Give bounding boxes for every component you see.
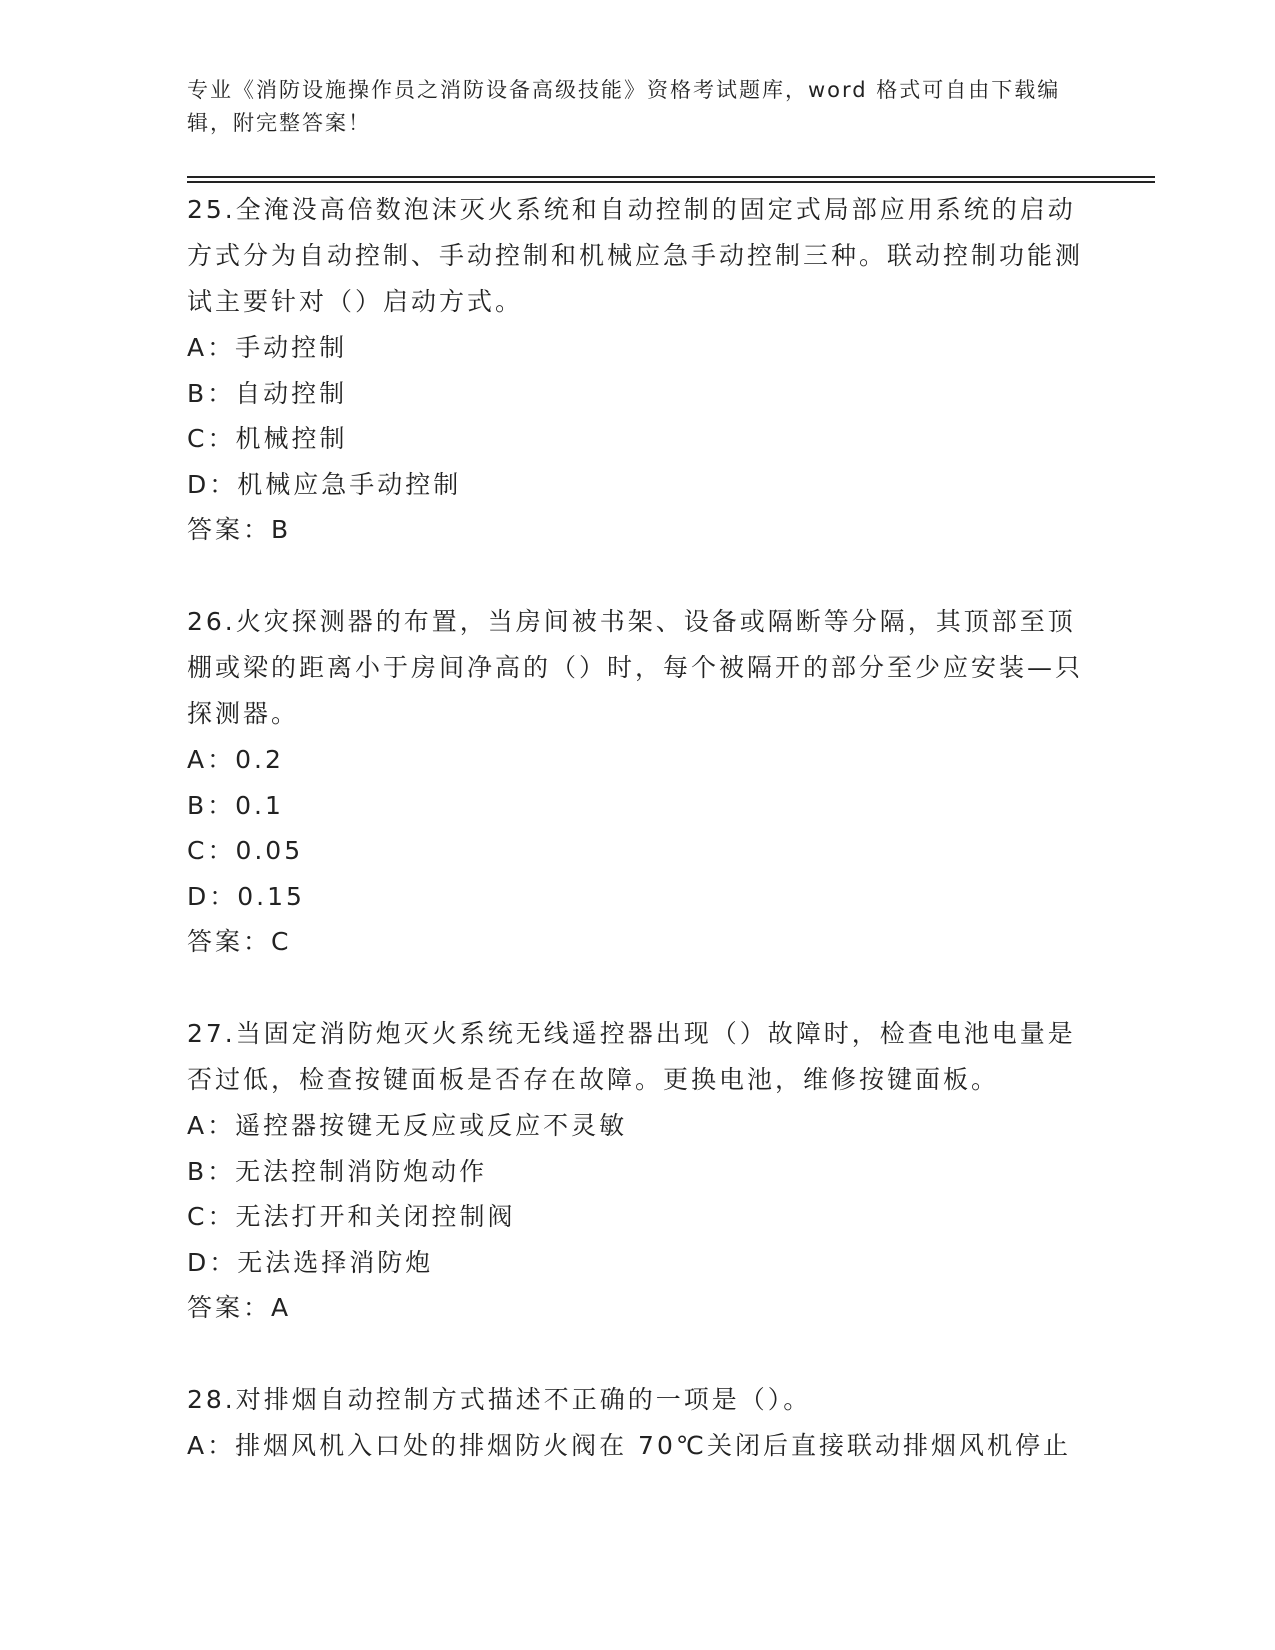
question-text: 火灾探测器的布置，当房间被书架、设备或隔断等分隔，其顶部至顶棚或梁的距离小于房间净高的（）时，每个被隔开的部分至少应安装—只探测器。 (187, 607, 1084, 728)
question-stem (187, 1011, 1087, 1103)
option-c: C：机械控制 (187, 424, 348, 453)
header-divider-top (187, 176, 1155, 178)
option-c: C：0.05 (187, 836, 304, 865)
option-c: C：无法打开和关闭控制阀 (187, 1202, 516, 1231)
option-d: D：无法选择消防炮 (187, 1247, 434, 1277)
option-a: A：0.2 (187, 745, 284, 774)
question-stem (187, 1377, 1087, 1423)
answer-line: 答案：C (187, 927, 292, 956)
question-number: 27. (187, 1019, 236, 1048)
question-number: 26. (187, 607, 236, 636)
header-intro-text: 专业《消防设施操作员之消防设备高级技能》资格考试题库，word 格式可自由下载编辑，附完整答案！ (187, 78, 1061, 135)
option-a: A：遥控器按键无反应或反应不灵敏 (187, 1111, 628, 1140)
question-text: 当固定消防炮灭火系统无线遥控器出现（）故障时，检查电池电量是否过低，检查按键面板是否存在故障。更换电池，维修按键面板。 (187, 1019, 1076, 1094)
option-a: A：手动控制 (187, 333, 348, 362)
header-divider-bottom (187, 181, 1155, 183)
option-b: B：自动控制 (187, 378, 348, 408)
question-stem (187, 599, 1087, 737)
answer-line: 答案：A (187, 1293, 292, 1322)
question-number: 28. (187, 1385, 236, 1414)
question-list (187, 187, 1087, 1515)
question-text: 对排烟自动控制方式描述不正确的一项是（）。 (235, 1385, 812, 1414)
question-28 (187, 1377, 1087, 1469)
option-d: D：0.15 (187, 881, 305, 911)
option-b: B：0.1 (187, 790, 284, 820)
question-text: 全淹没高倍数泡沫灭火系统和自动控制的固定式局部应用系统的启动方式分为自动控制、手动控制和机械应急手动控制三种。联动控制功能测试主要针对（）启动方式。 (187, 195, 1084, 316)
question-26 (187, 599, 1087, 965)
question-stem (187, 187, 1087, 325)
question-25 (187, 187, 1087, 553)
document-header (187, 74, 1067, 140)
answer-line: 答案：B (187, 515, 292, 544)
question-number: 25. (187, 195, 236, 224)
question-27 (187, 1011, 1087, 1331)
option-b: B：无法控制消防炮动作 (187, 1156, 488, 1186)
option-d: D：机械应急手动控制 (187, 469, 462, 499)
option-a: A：排烟风机入口处的排烟防火阀在 70℃关闭后直接联动排烟风机停止 (187, 1431, 1071, 1460)
